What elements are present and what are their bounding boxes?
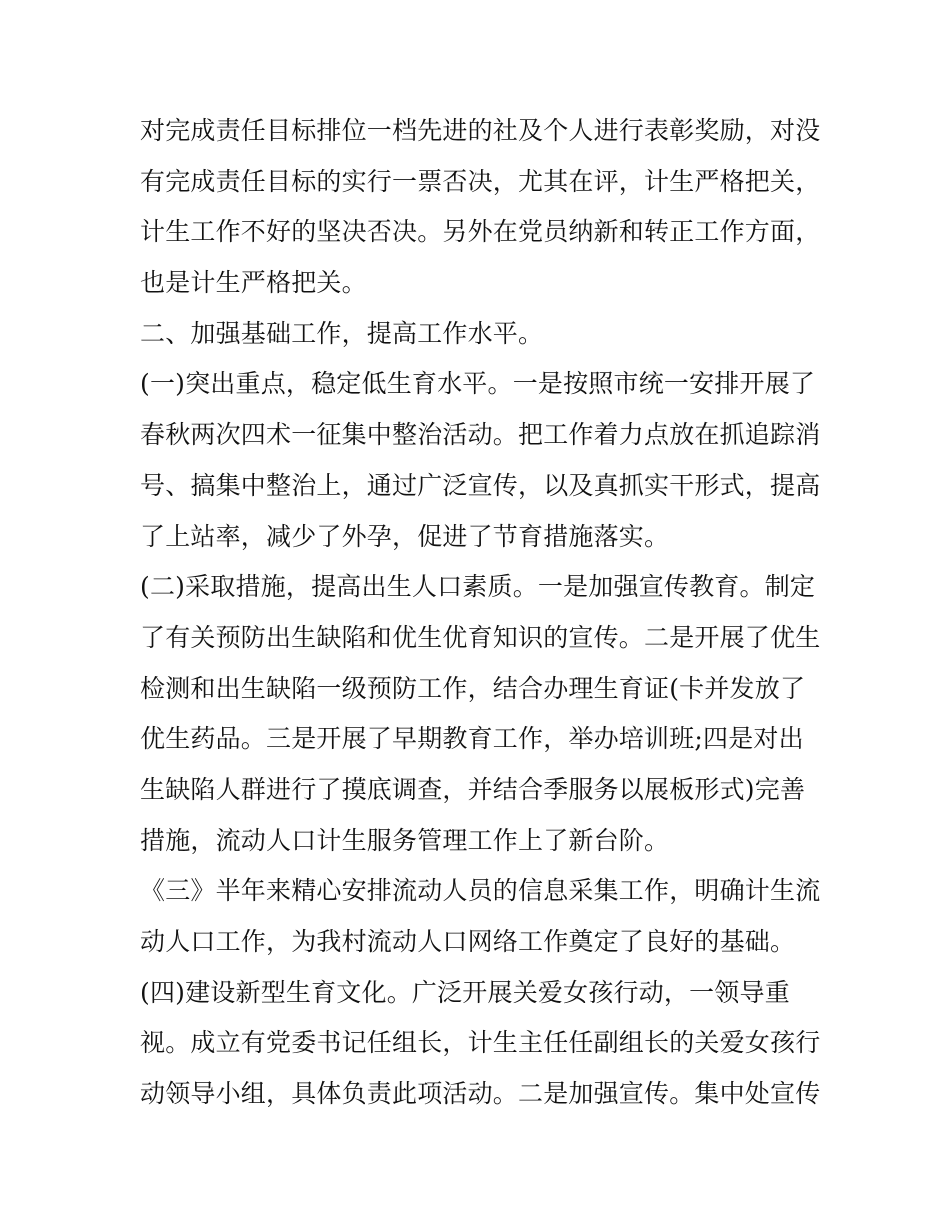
text-line: 对完成责任目标排位一档先进的社及个人进行表彰奖励，对没	[140, 116, 821, 145]
text-line: (一)突出重点，稳定低生育水平。一是按照市统一安排开展了	[140, 369, 816, 399]
text-line: 有完成责任目标的实行一票否决，尤其在评，计生严格把关，	[140, 166, 821, 196]
text-line: 号、搞集中整治上，通过广泛宣传，以及真抓实干形式，提高	[140, 470, 821, 500]
text-line: 视。成立有党委书记任组长，计生主任任副组长的关爱女孩行	[140, 1028, 821, 1058]
text-line: (四)建设新型生育文化。广泛开展关爱女孩行动，一领导重	[140, 977, 790, 1007]
text-line: 生缺陷人群进行了摸底调查，并结合季服务以展板形式)完善	[140, 774, 806, 804]
text-line: 优生药品。三是开展了早期教育工作，举办培训班;四是对出	[140, 724, 804, 754]
text-line: 了有关预防出生缺陷和优生优育知识的宣传。二是开展了优生	[140, 622, 821, 652]
text-line: 《三》半年来精心安排流动人员的信息采集工作，明确计生流	[140, 876, 821, 906]
text-line: 措施，流动人口计生服务管理工作上了新台阶。	[140, 825, 670, 855]
text-line: 动人口工作，为我村流动人口网络工作奠定了良好的基础。	[140, 927, 796, 956]
body-text	[140, 106, 820, 1120]
text-line: 检测和出生缺陷一级预防工作，结合办理生育证(卡并发放了	[140, 673, 806, 703]
text-line: 了上站率，减少了外孕，促进了节育措施落实。	[140, 521, 670, 551]
text-line: 计生工作不好的坚决否决。另外在党员纳新和转正工作方面，	[140, 217, 821, 247]
text-line: 动领导小组，具体负责此项活动。二是加强宣传。集中处宣传	[140, 1079, 821, 1109]
section-heading: 二、加强基础工作，提高工作水平。	[140, 318, 544, 348]
text-line: 也是计生严格把关。	[140, 268, 367, 298]
text-line: (二)采取措施，提高出生人口素质。一是加强宣传教育。制定	[140, 572, 816, 602]
text-line: 春秋两次四术一征集中整治活动。把工作着力点放在抓追踪消	[140, 420, 821, 450]
